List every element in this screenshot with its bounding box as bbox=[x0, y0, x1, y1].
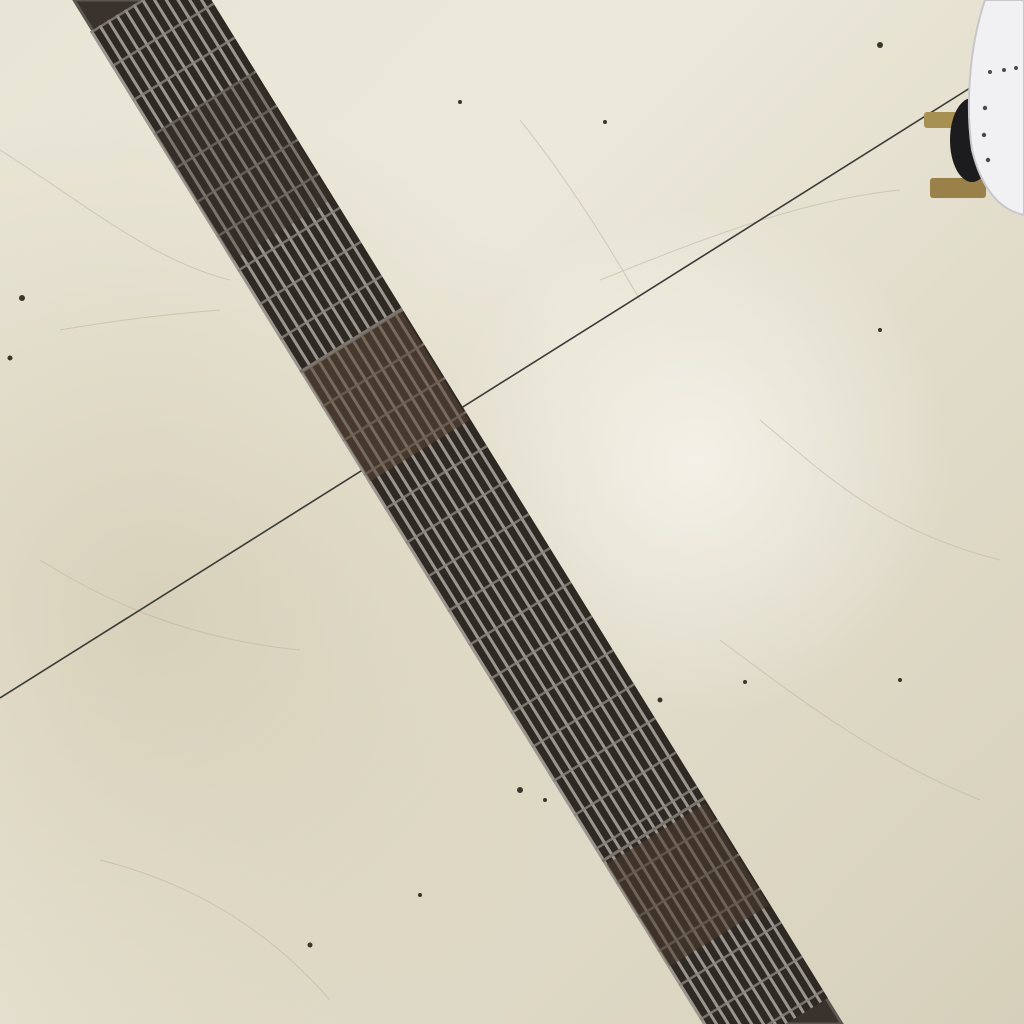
equipment-bracket-bottom bbox=[930, 178, 986, 198]
